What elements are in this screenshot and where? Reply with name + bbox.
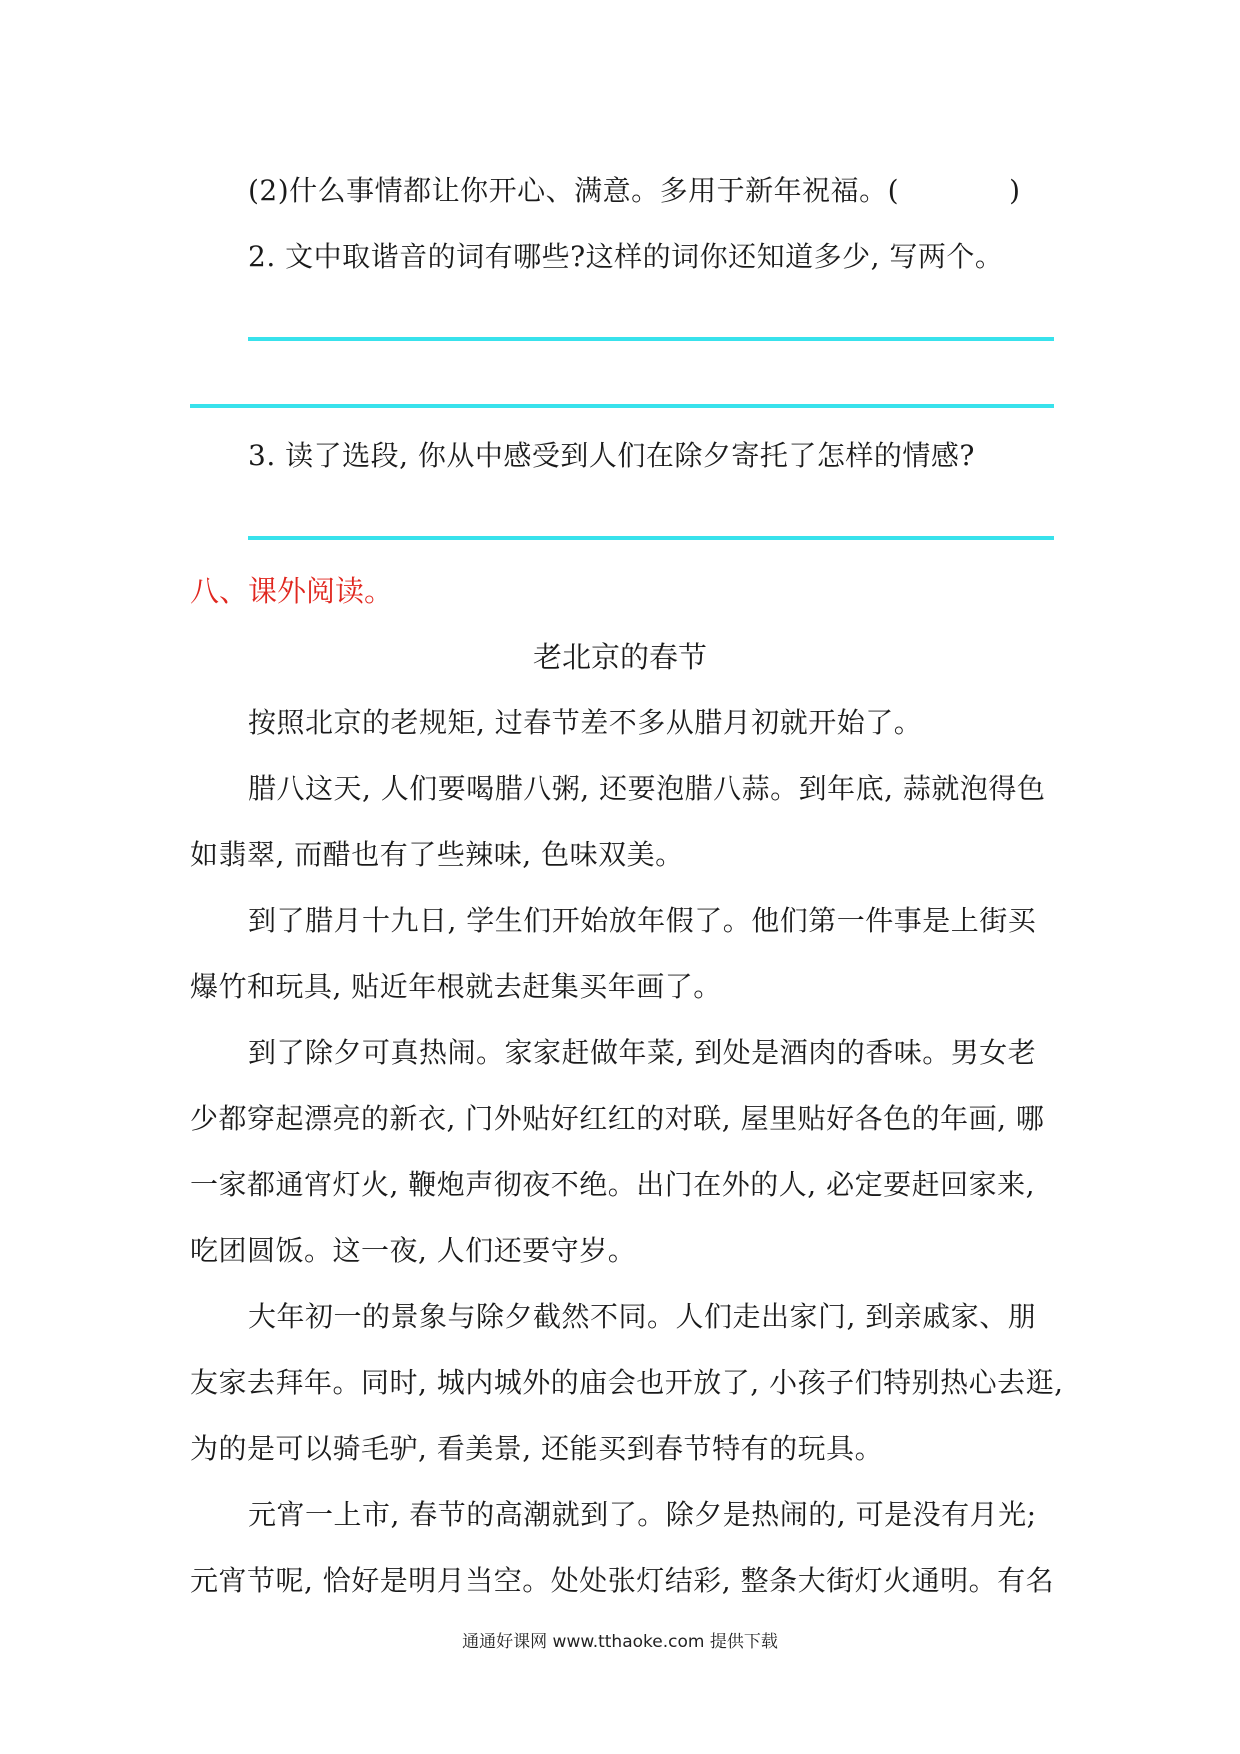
answer-line[interactable] bbox=[190, 404, 1054, 408]
article-line: 为的是可以骑毛驴, 看美景, 还能买到春节特有的玩具。 bbox=[190, 1432, 884, 1465]
answer-line[interactable] bbox=[248, 536, 1054, 540]
article-line: 少都穿起漂亮的新衣, 门外贴好红红的对联, 屋里贴好各色的年画, 哪 bbox=[190, 1102, 1045, 1135]
article-line: 腊八这天, 人们要喝腊八粥, 还要泡腊八蒜。到年底, 蒜就泡得色 bbox=[248, 772, 1046, 805]
article-line: 爆竹和玩具, 贴近年根就去赶集买年画了。 bbox=[190, 970, 722, 1003]
article-line: 如翡翠, 而醋也有了些辣味, 色味双美。 bbox=[190, 838, 684, 871]
question-2: 2. 文中取谐音的词有哪些?这样的词你还知道多少, 写两个。 bbox=[248, 240, 1004, 273]
question-1-2-close-paren: ) bbox=[1009, 174, 1021, 207]
question-3: 3. 读了选段, 你从中感受到人们在除夕寄托了怎样的情感? bbox=[248, 439, 975, 472]
section-8-title: 八、课外阅读。 bbox=[190, 574, 394, 608]
question-1-2-text: (2)什么事情都让你开心、满意。多用于新年祝福。( bbox=[248, 174, 900, 207]
answer-line[interactable] bbox=[248, 337, 1054, 341]
article-line: 大年初一的景象与除夕截然不同。人们走出家门, 到亲戚家、朋 bbox=[248, 1300, 1037, 1333]
article-line: 到了腊月十九日, 学生们开始放年假了。他们第一件事是上街买 bbox=[248, 904, 1037, 937]
article-line: 吃团圆饭。这一夜, 人们还要守岁。 bbox=[190, 1234, 637, 1267]
footer-credit: 通通好课网 www.tthaoke.com 提供下载 bbox=[462, 1632, 778, 1652]
article-line: 按照北京的老规矩, 过春节差不多从腊月初就开始了。 bbox=[248, 706, 923, 739]
article-line: 到了除夕可真热闹。家家赶做年菜, 到处是酒肉的香味。男女老 bbox=[248, 1036, 1037, 1069]
article-line: 友家去拜年。同时, 城内城外的庙会也开放了, 小孩子们特别热心去逛, bbox=[190, 1366, 1064, 1399]
question-1-2 bbox=[248, 171, 1021, 211]
article-line: 元宵节呢, 恰好是明月当空。处处张灯结彩, 整条大街灯火通明。有名 bbox=[190, 1564, 1055, 1597]
article-title: 老北京的春节 bbox=[532, 640, 707, 674]
article-line: 一家都通宵灯火, 鞭炮声彻夜不绝。出门在外的人, 必定要赶回家来, bbox=[190, 1168, 1036, 1201]
article-line: 元宵一上市, 春节的高潮就到了。除夕是热闹的, 可是没有月光; bbox=[248, 1498, 1037, 1531]
